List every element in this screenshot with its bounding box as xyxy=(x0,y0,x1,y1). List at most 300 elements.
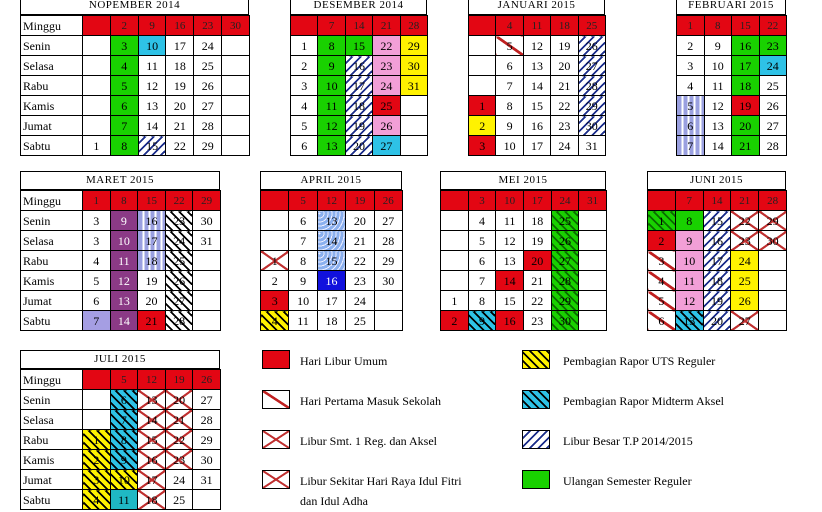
date-cell xyxy=(400,136,427,156)
calendar-row xyxy=(648,231,787,251)
date-cell: 24 xyxy=(551,191,579,211)
date-cell: 11 xyxy=(704,76,732,96)
calendar-row xyxy=(21,390,221,410)
date-cell: 9 xyxy=(675,231,703,251)
date-cell: 27 xyxy=(193,390,221,410)
calendar-row xyxy=(21,211,221,231)
date-cell: 23 xyxy=(759,36,787,56)
date-cell: 28 xyxy=(759,136,787,156)
date-cell: 27 xyxy=(759,116,787,136)
date-cell xyxy=(261,191,289,211)
legend-libur-idul-label-line2: dan Idul Adha xyxy=(300,494,368,508)
calendar-row xyxy=(21,430,221,450)
calendar-row xyxy=(261,191,403,211)
date-cell xyxy=(469,76,496,96)
date-cell: 20 xyxy=(166,96,194,116)
date-cell: 23 xyxy=(346,271,374,291)
date-cell: 5 xyxy=(648,291,676,311)
calendar-grid xyxy=(20,369,221,510)
date-cell: 14 xyxy=(496,271,524,291)
calendar-row xyxy=(648,191,787,211)
day-label: Senin xyxy=(21,390,83,410)
date-cell: 8 xyxy=(289,251,317,271)
date-cell: 12 xyxy=(496,231,524,251)
date-cell: 10 xyxy=(289,291,317,311)
date-cell xyxy=(83,96,111,116)
date-cell: 28 xyxy=(578,76,605,96)
calendar-row xyxy=(648,211,787,231)
legend-libur-smt1-label: Libur Smt. 1 Reg. dan Aksel xyxy=(300,434,437,448)
date-cell: 21 xyxy=(731,191,759,211)
calendar-grid xyxy=(647,190,787,331)
date-cell xyxy=(759,311,787,331)
date-cell: 22 xyxy=(346,251,374,271)
date-cell: 16 xyxy=(703,231,731,251)
date-cell xyxy=(222,136,250,156)
calendar-row xyxy=(21,311,221,331)
date-cell: 18 xyxy=(138,490,166,510)
date-cell: 30 xyxy=(400,56,427,76)
date-cell: 12 xyxy=(523,36,550,56)
calendar-row xyxy=(21,251,221,271)
date-cell: 21 xyxy=(523,271,551,291)
calendar-row xyxy=(21,271,221,291)
date-cell: 15 xyxy=(345,36,372,56)
date-cell xyxy=(83,390,111,410)
date-cell: 15 xyxy=(138,191,166,211)
calendar-grid xyxy=(260,190,403,331)
date-cell: 23 xyxy=(194,16,222,36)
date-cell: 14 xyxy=(523,76,550,96)
date-cell: 15 xyxy=(523,96,550,116)
calendar-title: MARET 2015 xyxy=(20,171,220,190)
date-cell: 11 xyxy=(289,311,317,331)
date-cell: 23 xyxy=(165,450,193,470)
day-label: Minggu xyxy=(21,370,83,390)
date-cell: 25 xyxy=(373,96,400,116)
calendar-row xyxy=(291,36,428,56)
date-cell: 7 xyxy=(496,76,523,96)
date-cell: 26 xyxy=(193,370,221,390)
date-cell: 26 xyxy=(194,76,222,96)
date-cell: 13 xyxy=(675,311,703,331)
date-cell: 3 xyxy=(83,231,111,251)
legend-rapor-uts-swatch xyxy=(522,350,550,369)
calendar-row xyxy=(441,251,607,271)
date-cell: 18 xyxy=(138,251,166,271)
calendar-grid xyxy=(676,15,787,156)
date-cell: 4 xyxy=(110,56,138,76)
calendar-row xyxy=(21,450,221,470)
calendar-des2014 xyxy=(290,0,427,155)
date-cell: 7 xyxy=(83,311,111,331)
date-cell: 5 xyxy=(496,36,523,56)
calendar-row xyxy=(21,56,250,76)
date-cell xyxy=(759,271,787,291)
legend-libur-idul-label: Libur Sekitar Hari Raya Idul Fitri xyxy=(300,474,462,488)
date-cell: 12 xyxy=(110,271,138,291)
date-cell: 17 xyxy=(166,36,194,56)
date-cell: 4 xyxy=(261,311,289,331)
date-cell xyxy=(222,96,250,116)
date-cell: 9 xyxy=(289,271,317,291)
date-cell: 7 xyxy=(675,191,703,211)
date-cell: 21 xyxy=(732,136,760,156)
date-cell: 23 xyxy=(523,311,551,331)
date-cell: 28 xyxy=(165,311,193,331)
date-cell: 10 xyxy=(496,191,524,211)
date-cell: 30 xyxy=(578,116,605,136)
calendar-row xyxy=(291,116,428,136)
date-cell: 14 xyxy=(345,16,372,36)
date-cell xyxy=(441,211,469,231)
calendar-row xyxy=(21,470,221,490)
date-cell: 17 xyxy=(345,76,372,96)
date-cell: 12 xyxy=(704,96,732,116)
date-cell: 5 xyxy=(110,76,138,96)
date-cell: 8 xyxy=(110,136,138,156)
date-cell: 17 xyxy=(317,291,345,311)
calendar-row xyxy=(441,231,607,251)
date-cell: 5 xyxy=(289,191,317,211)
calendar-row xyxy=(261,251,403,271)
date-cell: 22 xyxy=(731,211,759,231)
date-cell: 20 xyxy=(551,56,578,76)
date-cell: 15 xyxy=(317,251,345,271)
date-cell: 30 xyxy=(193,211,221,231)
date-cell: 18 xyxy=(732,76,760,96)
calendar-row xyxy=(469,56,606,76)
calendar-jun2015 xyxy=(647,171,786,330)
date-cell: 25 xyxy=(194,56,222,76)
date-cell: 13 xyxy=(317,211,345,231)
date-cell: 27 xyxy=(551,251,579,271)
date-cell: 25 xyxy=(759,76,787,96)
date-cell: 6 xyxy=(289,211,317,231)
legend-libur-smt1-swatch xyxy=(262,430,290,449)
calendar-title: JULI 2015 xyxy=(20,350,220,369)
date-cell: 10 xyxy=(675,251,703,271)
date-cell: 13 xyxy=(110,291,138,311)
date-cell: 19 xyxy=(165,370,193,390)
date-cell: 2 xyxy=(469,116,496,136)
date-cell xyxy=(83,76,111,96)
calendar-row xyxy=(21,116,250,136)
date-cell: 28 xyxy=(374,231,402,251)
legend-hari-pertama-masuk-swatch xyxy=(262,390,290,409)
date-cell: 6 xyxy=(110,96,138,116)
date-cell: 15 xyxy=(138,430,166,450)
calendar-row xyxy=(441,191,607,211)
date-cell: 14 xyxy=(110,311,138,331)
date-cell: 6 xyxy=(677,116,705,136)
calendar-apr2015 xyxy=(260,171,402,330)
date-cell: 5 xyxy=(291,116,318,136)
date-cell: 8 xyxy=(675,211,703,231)
date-cell xyxy=(441,231,469,251)
date-cell: 1 xyxy=(83,136,111,156)
date-cell: 23 xyxy=(551,116,578,136)
date-cell: 20 xyxy=(346,211,374,231)
calendar-grid xyxy=(20,15,250,156)
day-label: Kamis xyxy=(21,271,83,291)
calendar-row xyxy=(677,76,787,96)
calendar-title: APRIL 2015 xyxy=(260,171,402,190)
date-cell: 19 xyxy=(551,36,578,56)
date-cell: 26 xyxy=(759,96,787,116)
date-cell xyxy=(579,251,607,271)
date-cell: 23 xyxy=(373,56,400,76)
date-cell: 4 xyxy=(468,211,496,231)
calendar-row xyxy=(21,96,250,116)
date-cell: 31 xyxy=(193,231,221,251)
calendar-row xyxy=(21,16,250,36)
date-cell xyxy=(261,211,289,231)
legend-rapor-midterm-label: Pembagian Rapor Midterm Aksel xyxy=(563,394,724,408)
date-cell: 3 xyxy=(677,56,705,76)
date-cell: 19 xyxy=(166,76,194,96)
date-cell: 9 xyxy=(496,116,523,136)
date-cell: 10 xyxy=(318,76,345,96)
date-cell: 20 xyxy=(523,251,551,271)
date-cell: 1 xyxy=(261,251,289,271)
date-cell xyxy=(83,370,111,390)
date-cell: 3 xyxy=(291,76,318,96)
date-cell: 23 xyxy=(731,231,759,251)
date-cell: 29 xyxy=(551,291,579,311)
calendar-grid xyxy=(468,15,606,156)
date-cell xyxy=(261,231,289,251)
date-cell: 24 xyxy=(165,231,193,251)
date-cell: 1 xyxy=(648,211,676,231)
date-cell: 6 xyxy=(83,291,111,311)
date-cell: 12 xyxy=(138,370,166,390)
date-cell: 3 xyxy=(648,251,676,271)
day-label: Jumat xyxy=(21,116,83,136)
date-cell: 22 xyxy=(759,16,787,36)
date-cell: 31 xyxy=(578,136,605,156)
day-label: Minggu xyxy=(21,191,83,211)
date-cell: 31 xyxy=(579,191,607,211)
date-cell xyxy=(291,16,318,36)
day-label: Selasa xyxy=(21,56,83,76)
date-cell xyxy=(222,76,250,96)
date-cell: 19 xyxy=(138,271,166,291)
date-cell: 28 xyxy=(551,271,579,291)
date-cell: 7 xyxy=(110,410,138,430)
date-cell: 11 xyxy=(496,211,524,231)
date-cell xyxy=(759,251,787,271)
date-cell: 22 xyxy=(523,291,551,311)
date-cell: 31 xyxy=(193,470,221,490)
date-cell: 11 xyxy=(318,96,345,116)
date-cell: 29 xyxy=(193,191,221,211)
date-cell xyxy=(193,291,221,311)
date-cell: 11 xyxy=(138,56,166,76)
date-cell: 20 xyxy=(732,116,760,136)
date-cell xyxy=(579,211,607,231)
day-label: Sabtu xyxy=(21,311,83,331)
calendar-row xyxy=(291,56,428,76)
date-cell: 11 xyxy=(110,490,138,510)
date-cell: 16 xyxy=(732,36,760,56)
date-cell: 5 xyxy=(83,271,111,291)
date-cell: 10 xyxy=(110,470,138,490)
date-cell xyxy=(469,56,496,76)
date-cell: 2 xyxy=(441,311,469,331)
date-cell: 12 xyxy=(675,291,703,311)
date-cell: 13 xyxy=(318,136,345,156)
date-cell: 1 xyxy=(441,291,469,311)
legend-ulangan-semester-label: Ulangan Semester Reguler xyxy=(563,474,692,488)
date-cell: 20 xyxy=(345,136,372,156)
calendar-row xyxy=(677,56,787,76)
date-cell: 28 xyxy=(194,116,222,136)
date-cell: 23 xyxy=(165,211,193,231)
date-cell: 27 xyxy=(165,291,193,311)
date-cell: 11 xyxy=(675,271,703,291)
date-cell: 4 xyxy=(291,96,318,116)
date-cell: 19 xyxy=(732,96,760,116)
date-cell xyxy=(83,410,111,430)
date-cell: 10 xyxy=(704,56,732,76)
date-cell: 4 xyxy=(83,251,111,271)
date-cell: 10 xyxy=(138,36,166,56)
date-cell: 14 xyxy=(703,191,731,211)
date-cell: 10 xyxy=(496,136,523,156)
date-cell: 24 xyxy=(194,36,222,56)
date-cell: 5 xyxy=(677,96,705,116)
date-cell: 26 xyxy=(578,36,605,56)
date-cell: 24 xyxy=(759,56,787,76)
date-cell: 12 xyxy=(138,76,166,96)
date-cell: 26 xyxy=(165,271,193,291)
date-cell: 22 xyxy=(165,430,193,450)
date-cell: 4 xyxy=(83,490,111,510)
date-cell: 29 xyxy=(374,251,402,271)
date-cell: 2 xyxy=(110,16,138,36)
date-cell xyxy=(83,116,111,136)
calendar-row xyxy=(648,311,787,331)
date-cell: 8 xyxy=(110,191,138,211)
date-cell: 22 xyxy=(551,96,578,116)
date-cell: 6 xyxy=(496,56,523,76)
date-cell: 24 xyxy=(165,470,193,490)
calendar-mar2015 xyxy=(20,171,220,330)
date-cell: 9 xyxy=(110,450,138,470)
legend-hari-pertama-masuk-label: Hari Pertama Masuk Sekolah xyxy=(300,394,441,408)
date-cell: 25 xyxy=(731,271,759,291)
date-cell: 13 xyxy=(138,390,166,410)
date-cell: 27 xyxy=(374,211,402,231)
date-cell: 21 xyxy=(165,410,193,430)
day-label: Sabtu xyxy=(21,136,83,156)
date-cell: 17 xyxy=(138,231,166,251)
date-cell: 9 xyxy=(318,56,345,76)
date-cell: 13 xyxy=(138,96,166,116)
date-cell: 19 xyxy=(703,291,731,311)
calendar-row xyxy=(21,231,221,251)
calendar-row xyxy=(261,271,403,291)
legend-libur-besar-swatch xyxy=(522,430,550,449)
date-cell: 17 xyxy=(732,56,760,76)
calendar-jul2015 xyxy=(20,350,220,509)
legend-libur-idul-swatch xyxy=(262,470,290,489)
date-cell: 29 xyxy=(578,96,605,116)
date-cell: 29 xyxy=(759,211,787,231)
date-cell: 7 xyxy=(289,231,317,251)
date-cell: 8 xyxy=(468,291,496,311)
date-cell: 24 xyxy=(373,76,400,96)
date-cell: 25 xyxy=(346,311,374,331)
date-cell: 29 xyxy=(194,136,222,156)
legend-ulangan-semester-swatch xyxy=(522,470,550,489)
calendar-row xyxy=(291,16,428,36)
date-cell: 30 xyxy=(193,450,221,470)
date-cell: 14 xyxy=(317,231,345,251)
calendar-row xyxy=(21,76,250,96)
calendar-grid xyxy=(440,190,607,331)
date-cell: 27 xyxy=(194,96,222,116)
calendar-title: DESEMBER 2014 xyxy=(290,0,427,15)
day-label: Senin xyxy=(21,36,83,56)
date-cell: 5 xyxy=(468,231,496,251)
calendar-row xyxy=(441,271,607,291)
day-label: Jumat xyxy=(21,470,83,490)
date-cell: 28 xyxy=(759,191,787,211)
date-cell xyxy=(193,271,221,291)
date-cell: 8 xyxy=(704,16,732,36)
calendar-nov2014 xyxy=(20,0,249,155)
date-cell: 2 xyxy=(291,56,318,76)
calendar-row xyxy=(441,311,607,331)
date-cell: 3 xyxy=(110,36,138,56)
date-cell: 28 xyxy=(400,16,427,36)
date-cell xyxy=(469,16,496,36)
calendar-row xyxy=(21,136,250,156)
date-cell xyxy=(193,251,221,271)
legend-hari-libur-umum-label: Hari Libur Umum xyxy=(300,354,388,368)
date-cell xyxy=(374,291,402,311)
date-cell: 2 xyxy=(648,231,676,251)
date-cell xyxy=(441,251,469,271)
date-cell: 30 xyxy=(759,231,787,251)
calendar-row xyxy=(441,291,607,311)
date-cell: 28 xyxy=(193,410,221,430)
calendar-row xyxy=(648,251,787,271)
date-cell: 11 xyxy=(110,251,138,271)
day-label: Kamis xyxy=(21,96,83,116)
calendar-row xyxy=(469,96,606,116)
date-cell: 19 xyxy=(523,231,551,251)
date-cell: 8 xyxy=(496,96,523,116)
calendar-row xyxy=(648,271,787,291)
calendar-title: JUNI 2015 xyxy=(647,171,786,190)
date-cell xyxy=(400,96,427,116)
calendar-mei2015 xyxy=(440,171,606,330)
calendar-row xyxy=(469,76,606,96)
date-cell: 6 xyxy=(648,311,676,331)
date-cell: 16 xyxy=(138,450,166,470)
legend-libur-besar-label: Libur Besar T.P 2014/2015 xyxy=(563,434,693,448)
date-cell: 22 xyxy=(166,136,194,156)
date-cell xyxy=(374,311,402,331)
day-label: Selasa xyxy=(21,410,83,430)
date-cell xyxy=(441,191,469,211)
date-cell: 15 xyxy=(496,291,524,311)
date-cell: 29 xyxy=(193,430,221,450)
calendar-row xyxy=(21,490,221,510)
